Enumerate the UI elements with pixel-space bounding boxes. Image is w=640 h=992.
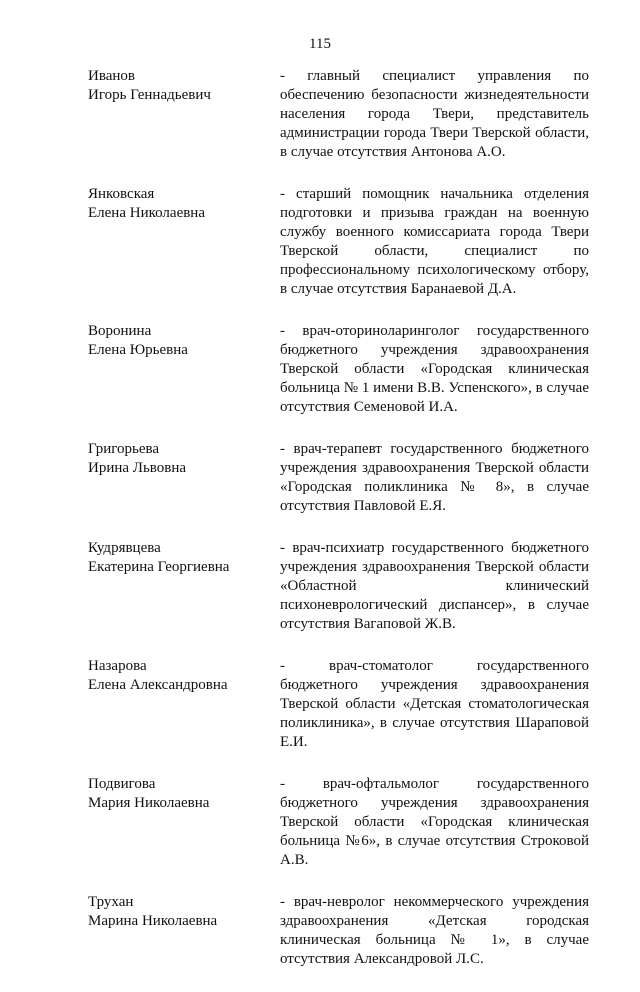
member-given-names: Мария Николаевна <box>88 795 210 811</box>
member-entry <box>0 67 640 162</box>
member-entry <box>0 185 640 299</box>
member-surname: Кудрявцева <box>88 540 161 556</box>
member-entry <box>0 440 640 516</box>
member-name <box>88 322 268 360</box>
member-surname: Воронина <box>88 323 152 339</box>
member-role: - врач-терапевт государственного бюджетного учреждения здравоохранения Тверской области «Городская поликлиника № 8», в случае отсутствия Павловой Е.Я. <box>280 441 589 514</box>
member-role: - врач-психиатр государственного бюджетного учреждения здравоохранения Тверской области «Областной клинический психоневрологический диспансер», в случае отсутствия Вагаповой Ж.В. <box>280 540 589 632</box>
member-surname: Янковская <box>88 186 155 202</box>
member-name <box>88 440 268 478</box>
member-role: - врач-офтальмолог государственного бюджетного учреждения здравоохранения Тверской области «Городская клиническая больница №6», в случае отсутствия Строковой А.В. <box>280 776 589 868</box>
member-entry <box>0 657 640 752</box>
member-given-names: Игорь Геннадьевич <box>88 87 211 103</box>
member-name <box>88 67 268 105</box>
member-name <box>88 185 268 223</box>
member-surname: Иванов <box>88 68 135 84</box>
member-entry <box>0 539 640 634</box>
member-given-names: Елена Александровна <box>88 677 228 693</box>
member-role: - врач-оториноларинголог государственного бюджетного учреждения здравоохранения Тверской области «Городская клиническая больница № 1 имени В.В. Успенского», в случае отсутствия Семеновой И.А. <box>280 323 589 415</box>
member-given-names: Ирина Львовна <box>88 460 187 476</box>
member-entry <box>0 893 640 969</box>
member-name <box>88 657 268 695</box>
member-given-names: Елена Юрьевна <box>88 342 188 358</box>
member-surname: Назарова <box>88 658 147 674</box>
member-surname: Трухан <box>88 894 134 910</box>
member-role: - врач-невролог некоммерческого учреждения здравоохранения «Детская городская клиническая больница № 1», в случае отсутствия Александровой Л.С. <box>280 894 589 967</box>
member-given-names: Марина Николаевна <box>88 913 218 929</box>
member-surname: Григорьева <box>88 441 160 457</box>
member-name <box>88 775 268 813</box>
member-role: - старший помощник начальника отделения подготовки и призыва граждан на военную службу военного комиссариата города Твери Тверской области, специалист по профессиональному психологическому отбору, в случае отсутствия Баранаевой Д.А. <box>280 186 589 297</box>
member-entry <box>0 322 640 417</box>
member-entry <box>0 775 640 870</box>
member-role: - главный специалист управления по обеспечению безопасности жизнедеятельности населения города Твери, представитель администрации города Твери Тверской области, в случае отсутствия Антонова А.О. <box>280 68 589 160</box>
member-name <box>88 539 268 577</box>
member-given-names: Елена Николаевна <box>88 205 205 221</box>
member-given-names: Екатерина Георгиевна <box>88 559 230 575</box>
commission-member-list <box>0 67 640 992</box>
page-number: 115 <box>309 36 331 52</box>
member-role: - врач-стоматолог государственного бюджетного учреждения здравоохранения Тверской области «Детская стоматологическая поликлиника», в случае отсутствия Шараповой Е.И. <box>280 658 589 750</box>
member-name <box>88 893 268 931</box>
member-surname: Подвигова <box>88 776 156 792</box>
